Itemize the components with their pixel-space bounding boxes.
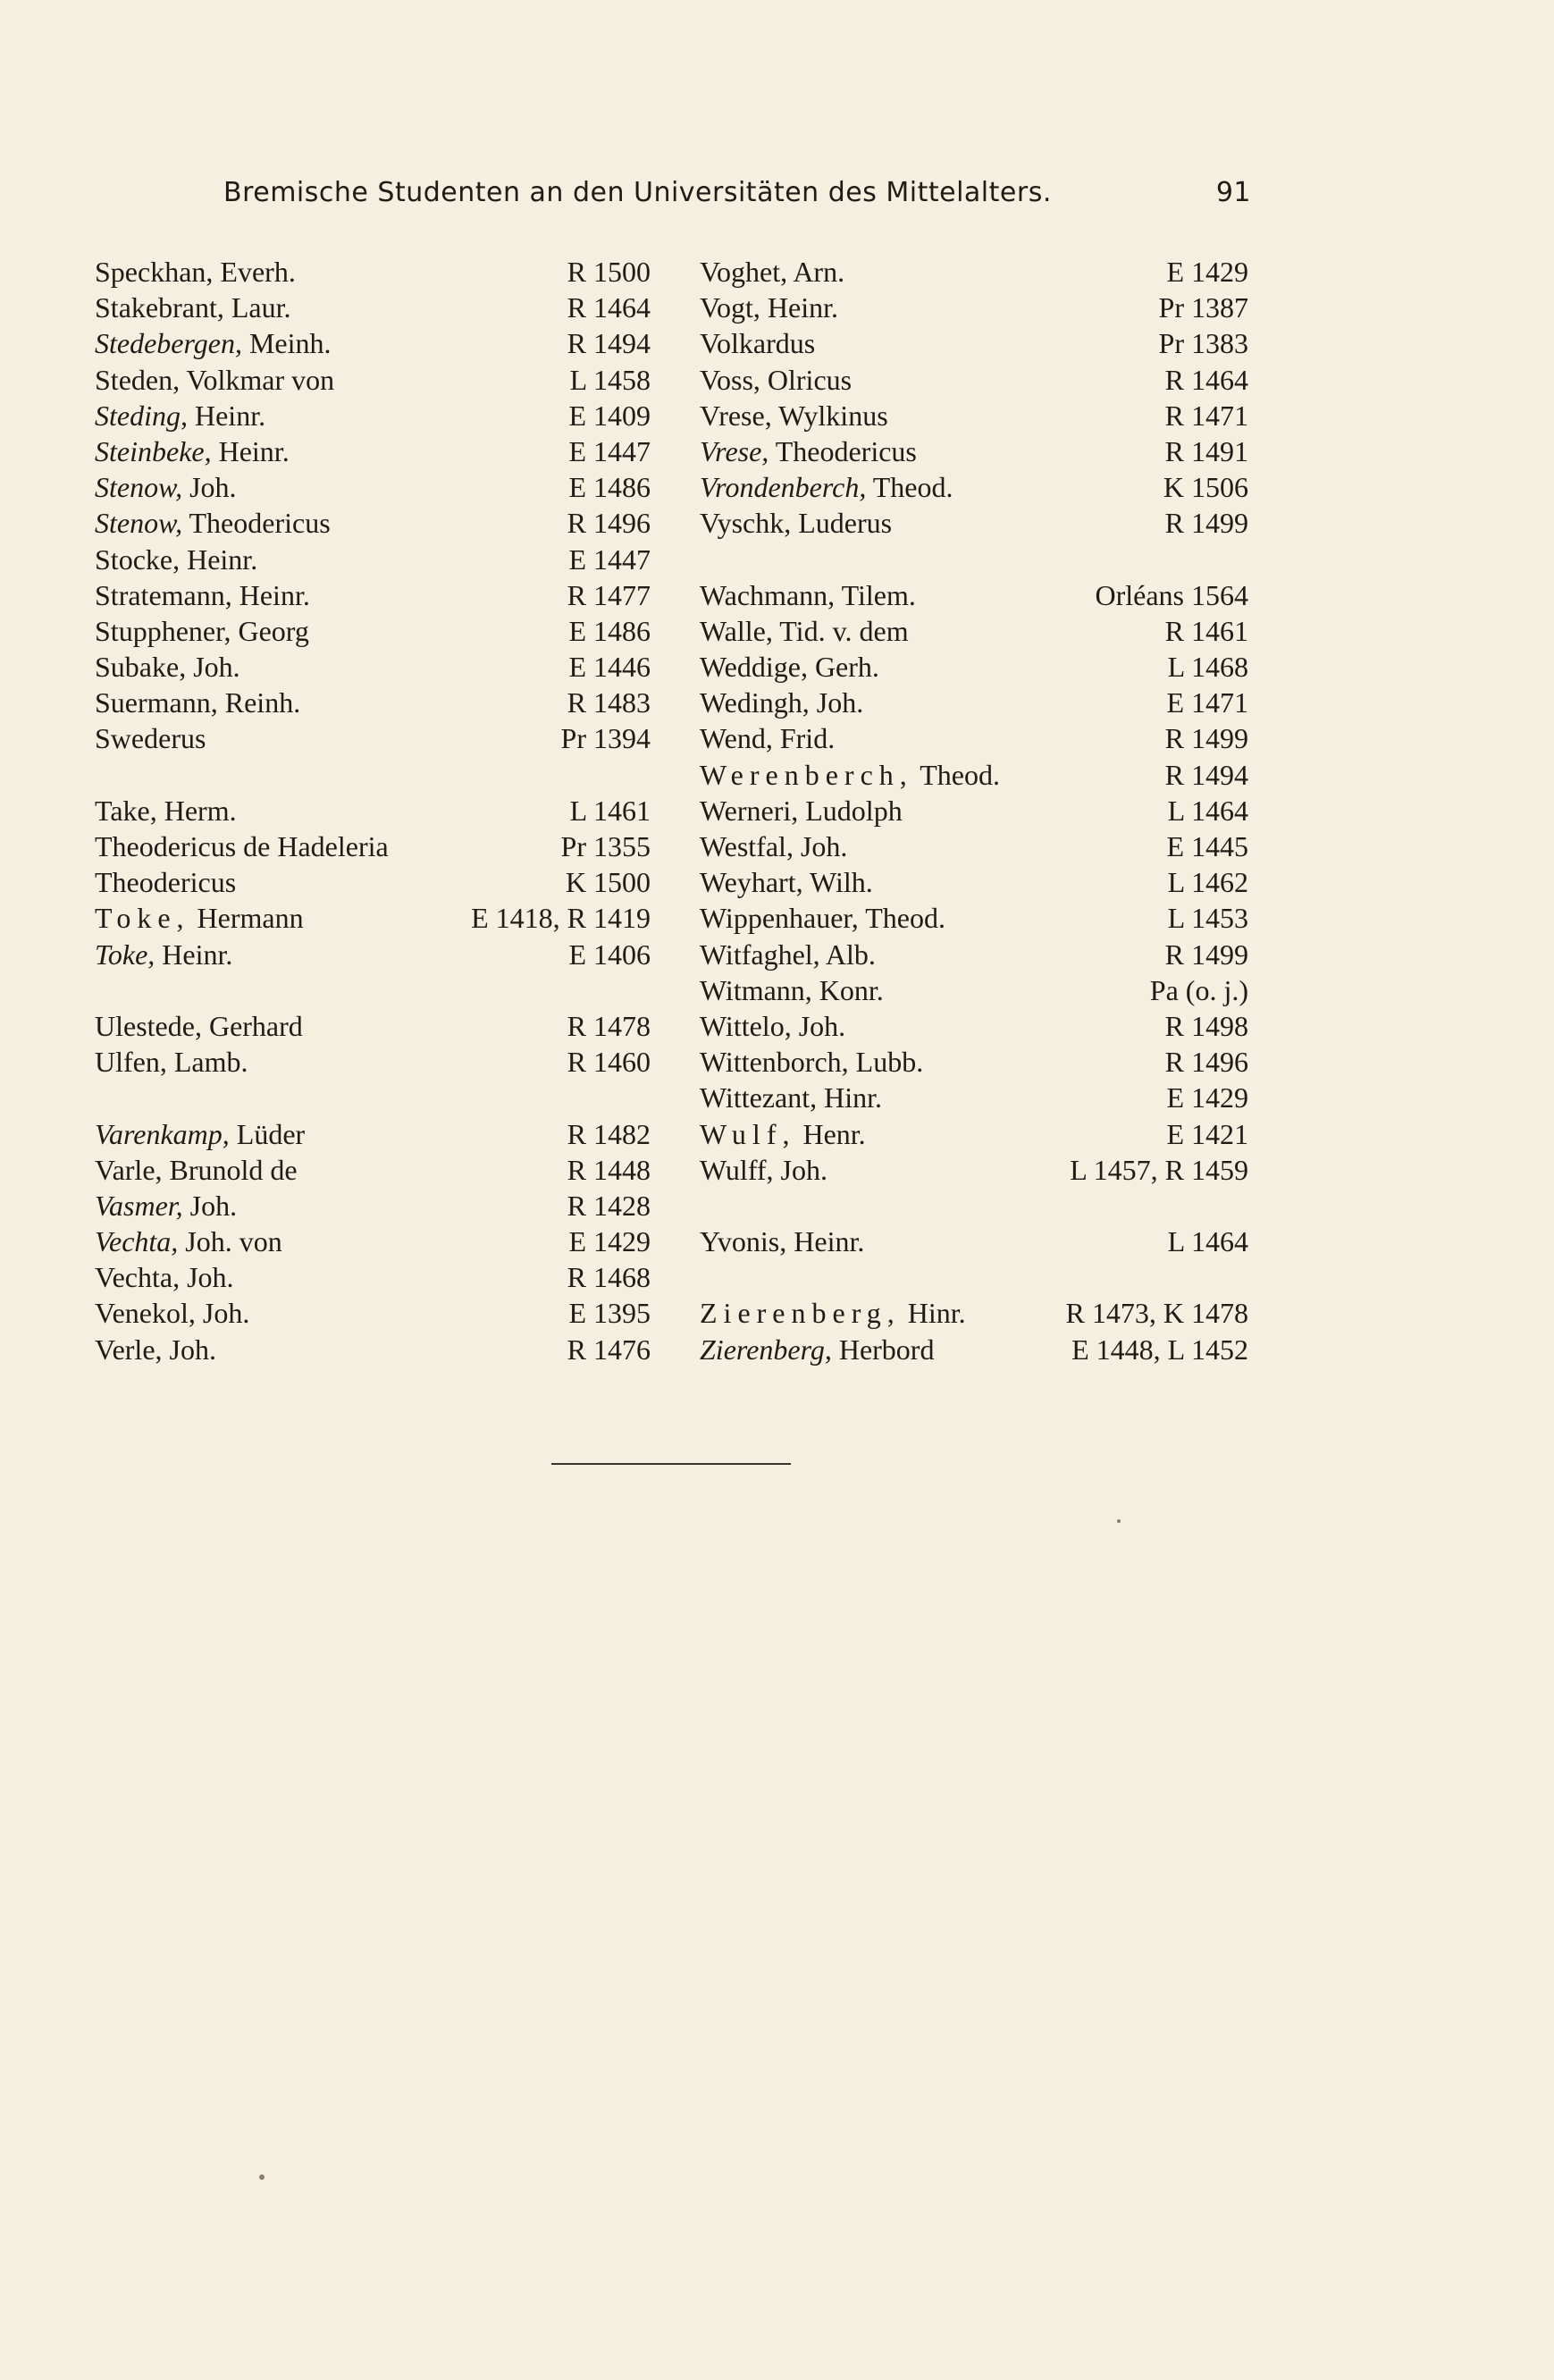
- paper-speck: [259, 2174, 265, 2180]
- entry-reference: R 1498: [1164, 1009, 1248, 1042]
- entry-name-text: Westfal, Joh.: [700, 830, 848, 862]
- entry-name-spaced: Wulf,: [700, 1117, 796, 1150]
- register-entry: [95, 649, 651, 685]
- register-entry: [700, 1080, 1248, 1115]
- entry-name-text: Suermann, Reinh.: [95, 686, 301, 719]
- register-entry: [95, 542, 651, 577]
- entry-name-text: Wulff, Joh.: [700, 1153, 827, 1186]
- entry-name-italic: Steding,: [95, 399, 188, 432]
- entry-name-rest: Hermann: [189, 902, 304, 935]
- entry-name-italic: Toke,: [95, 938, 155, 971]
- entry-name-text: Wittezant, Hinr.: [700, 1081, 882, 1114]
- register-entry: [95, 469, 651, 505]
- entry-name-rest: Henr.: [795, 1117, 866, 1150]
- entry-name: [700, 900, 945, 936]
- entry-name: [95, 505, 331, 541]
- entry-name-italic: Vasmer,: [95, 1189, 183, 1222]
- entry-name-rest: Lüder: [229, 1117, 306, 1150]
- register-entry: [700, 972, 1248, 1008]
- entry-name-italic: Stenow,: [95, 507, 183, 540]
- entry-name-text: Wend, Frid.: [700, 722, 836, 755]
- register-entry: [95, 1332, 651, 1367]
- register-entry: [700, 937, 1248, 972]
- entry-reference: K 1500: [565, 866, 651, 899]
- entry-name: [700, 1152, 827, 1188]
- entry-name: [700, 937, 876, 972]
- entry-reference: L 1458: [569, 363, 651, 396]
- entry-name-text: Stocke, Heinr.: [95, 542, 258, 576]
- register-entry: [95, 828, 651, 864]
- entry-name: [95, 1116, 305, 1152]
- entry-name: [95, 577, 310, 613]
- entry-name-text: Stakebrant, Laur.: [95, 291, 291, 324]
- entry-name: [700, 505, 892, 541]
- running-title: Bremische Studenten an den Universitäten des Mittelalters.: [223, 177, 1052, 208]
- register-entry: [95, 290, 651, 325]
- register-entry: [95, 1152, 651, 1188]
- entry-name: [700, 577, 916, 613]
- section-gap: [700, 1259, 1248, 1295]
- entry-name: [95, 325, 332, 361]
- section-gap: [700, 542, 1248, 577]
- register-entry: [700, 685, 1248, 720]
- register-entry: [95, 1116, 651, 1152]
- paper-speck: [1117, 1519, 1121, 1523]
- entry-name: [95, 469, 237, 505]
- entry-name: [95, 1044, 248, 1080]
- entry-name-rest: Theodericus: [182, 507, 331, 540]
- entry-name-rest: Theod.: [866, 471, 953, 504]
- register-entry: [700, 1295, 1248, 1331]
- entry-reference: R 1499: [1164, 507, 1248, 540]
- entry-name-text: Volkardus: [700, 327, 816, 360]
- register-entry: [700, 720, 1248, 756]
- entry-reference: Orléans 1564: [1095, 578, 1248, 611]
- register-entry: [95, 362, 651, 398]
- entry-reference: L 1453: [1167, 902, 1248, 935]
- entry-reference: L 1462: [1167, 866, 1248, 899]
- register-entry: [95, 325, 651, 361]
- entry-name-text: Vechta, Joh.: [95, 1261, 234, 1294]
- register-entry: [95, 720, 651, 756]
- section-gap: [95, 1080, 651, 1115]
- section-gap: [95, 757, 651, 793]
- entry-name-text: Walle, Tid. v. dem: [700, 614, 909, 647]
- entry-reference: L 1468: [1167, 651, 1248, 684]
- entry-name: [700, 757, 1000, 793]
- entry-name-text: Wedingh, Joh.: [700, 686, 864, 719]
- entry-name-italic: Varenkamp,: [95, 1117, 230, 1150]
- register-entry: [700, 1116, 1248, 1152]
- entry-reference: L 1464: [1167, 1225, 1248, 1258]
- entry-name: [95, 1332, 216, 1367]
- entry-reference: E 1445: [1166, 830, 1248, 862]
- entry-reference: L 1461: [569, 794, 651, 827]
- section-gap: [95, 972, 651, 1008]
- entry-name-text: Ulestede, Gerhard: [95, 1009, 303, 1042]
- entry-name-text: Vrese, Wylkinus: [700, 399, 888, 432]
- entry-name-italic: Vrondenberch,: [700, 471, 867, 504]
- entry-name: [700, 325, 815, 361]
- entry-name-text: Werneri, Ludolph: [700, 794, 903, 827]
- entry-name-rest: Herbord: [831, 1333, 935, 1366]
- entry-reference: R 1428: [567, 1189, 651, 1222]
- entry-name: [700, 864, 873, 900]
- entry-reference: R 1494: [1164, 758, 1248, 791]
- entry-name: [95, 398, 265, 433]
- entry-reference: R 1460: [567, 1046, 651, 1079]
- entry-name: [700, 433, 917, 469]
- register-entry: [700, 398, 1248, 433]
- entry-name-rest: Joh.: [182, 471, 237, 504]
- entry-name-text: Take, Herm.: [95, 794, 237, 827]
- entry-reference: E 1447: [568, 542, 651, 576]
- entry-name: [700, 1224, 864, 1259]
- entry-name-spaced: Zierenberg,: [700, 1297, 901, 1330]
- entry-name: [95, 613, 309, 649]
- entry-name-italic: Zierenberg,: [700, 1333, 832, 1366]
- entry-name: [95, 793, 237, 828]
- register-entry: [700, 1044, 1248, 1080]
- register-entry: [95, 254, 651, 290]
- register-entry: [700, 864, 1248, 900]
- entry-reference: R 1464: [567, 291, 651, 324]
- page-number: 91: [1215, 177, 1251, 208]
- register-entry: [700, 577, 1248, 613]
- entry-name-text: Speckhan, Everh.: [95, 256, 296, 288]
- entry-reference: R 1483: [567, 686, 651, 719]
- entry-reference: R 1464: [1164, 363, 1248, 396]
- entry-name: [700, 1080, 882, 1115]
- entry-name-italic: Vrese,: [700, 434, 769, 467]
- entry-reference: Pr 1383: [1158, 327, 1248, 360]
- entry-name-spaced: Toke,: [95, 902, 190, 935]
- entry-reference: R 1473, K 1478: [1065, 1297, 1248, 1330]
- entry-name-italic: Stenow,: [95, 471, 183, 504]
- entry-name-text: Varle, Brunold de: [95, 1153, 298, 1186]
- entry-reference: E 1486: [568, 614, 651, 647]
- left-column: [95, 254, 651, 1367]
- entry-reference: E 1406: [568, 938, 651, 971]
- entry-reference: E 1429: [568, 1225, 651, 1258]
- register-entry: [700, 1008, 1248, 1044]
- entry-name-text: Steden, Volkmar von: [95, 363, 335, 396]
- entry-name: [700, 1332, 934, 1367]
- entry-name-text: Theodericus: [95, 866, 237, 899]
- register-entry: [95, 685, 651, 720]
- entry-name-text: Wittenborch, Lubb.: [700, 1046, 924, 1079]
- entry-name: [95, 828, 389, 864]
- entry-name: [700, 649, 879, 685]
- entry-reference: R 1482: [567, 1117, 651, 1150]
- entry-name-text: Wippenhauer, Theod.: [700, 902, 945, 935]
- entry-name-text: Weddige, Gerh.: [700, 651, 879, 684]
- register-entry: [95, 864, 651, 900]
- entry-name-rest: Joh. von: [178, 1225, 282, 1258]
- entry-reference: Pa (o. j.): [1149, 973, 1248, 1006]
- register-entry: [95, 1295, 651, 1331]
- entry-reference: R 1500: [567, 256, 651, 288]
- entry-name: [700, 613, 909, 649]
- entry-name-italic: Steinbeke,: [95, 434, 212, 467]
- entry-name-text: Voghet, Arn.: [700, 256, 845, 288]
- entry-name: [95, 1295, 249, 1331]
- entry-name-rest: Hinr.: [900, 1297, 966, 1330]
- entry-reference: R 1499: [1164, 938, 1248, 971]
- register-entry: [700, 613, 1248, 649]
- entry-name: [700, 793, 903, 828]
- entry-name-text: Theodericus de Hadeleria: [95, 830, 389, 862]
- entry-reference: R 1494: [567, 327, 651, 360]
- entry-name-italic: Vechta,: [95, 1225, 179, 1258]
- entry-name-text: Witmann, Konr.: [700, 973, 884, 1006]
- entry-name: [700, 469, 953, 505]
- entry-reference: R 1448: [567, 1153, 651, 1186]
- entry-reference: R 1461: [1164, 614, 1248, 647]
- entry-name: [95, 685, 300, 720]
- entry-name-text: Verle, Joh.: [95, 1333, 216, 1366]
- register-entry: [700, 1332, 1248, 1367]
- entry-name-rest: Joh.: [182, 1189, 238, 1222]
- entry-name: [95, 1008, 303, 1044]
- end-rule: [551, 1463, 791, 1465]
- entry-name-text: Vogt, Heinr.: [700, 291, 838, 324]
- entry-name-text: Yvonis, Heinr.: [700, 1225, 865, 1258]
- entry-reference: R 1496: [1164, 1046, 1248, 1079]
- entry-name-rest: Heinr.: [187, 399, 266, 432]
- entry-name: [95, 720, 206, 756]
- register-entry: [700, 757, 1248, 793]
- entry-name-text: Swederus: [95, 722, 206, 755]
- entry-reference: E 1429: [1166, 1081, 1248, 1114]
- entry-name: [700, 720, 835, 756]
- register-entry: [700, 1152, 1248, 1188]
- entry-name-text: Venekol, Joh.: [95, 1297, 250, 1330]
- entry-name-rest: Meinh.: [241, 327, 332, 360]
- register-entry: [700, 793, 1248, 828]
- register-entry: [95, 577, 651, 613]
- register-entry: [95, 398, 651, 433]
- entry-reference: K 1506: [1163, 471, 1248, 504]
- register-entry: [95, 433, 651, 469]
- entry-name-text: Weyhart, Wilh.: [700, 866, 873, 899]
- entry-name-text: Voss, Olricus: [700, 363, 853, 396]
- entry-reference: R 1468: [567, 1261, 651, 1294]
- register-entry: [700, 469, 1248, 505]
- entry-name: [95, 290, 290, 325]
- entry-name: [95, 900, 304, 936]
- entry-reference: E 1409: [568, 399, 651, 432]
- entry-name: [95, 1188, 237, 1224]
- section-gap: [700, 1188, 1248, 1224]
- entry-name-text: Vyschk, Luderus: [700, 507, 893, 540]
- entry-reference: Pr 1387: [1158, 291, 1248, 324]
- entry-name: [700, 685, 863, 720]
- entry-name: [95, 433, 290, 469]
- entry-name-text: Wachmann, Tilem.: [700, 578, 916, 611]
- entry-reference: L 1464: [1167, 794, 1248, 827]
- entry-name: [95, 864, 236, 900]
- entry-reference: E 1418, R 1419: [471, 902, 651, 935]
- register-entry: [95, 1259, 651, 1295]
- register-entry: [95, 1008, 651, 1044]
- register-entry: [95, 937, 651, 972]
- entry-reference: R 1499: [1164, 722, 1248, 755]
- entry-name-rest: Theodericus: [769, 434, 917, 467]
- entry-name-text: Witfaghel, Alb.: [700, 938, 876, 971]
- entry-name: [700, 398, 888, 433]
- register-entry: [95, 1044, 651, 1080]
- entry-reference: E 1429: [1166, 256, 1248, 288]
- entry-name-text: Stupphener, Georg: [95, 614, 309, 647]
- entry-name: [700, 254, 844, 290]
- entry-name: [95, 937, 232, 972]
- entry-reference: E 1486: [568, 471, 651, 504]
- register-entry: [95, 1224, 651, 1259]
- entry-name-rest: Heinr.: [155, 938, 233, 971]
- entry-reference: E 1471: [1166, 686, 1248, 719]
- entry-reference: E 1446: [568, 651, 651, 684]
- entry-name-italic: Stedebergen,: [95, 327, 242, 360]
- entry-name: [95, 254, 296, 290]
- register-entry: [700, 254, 1248, 290]
- entry-name: [700, 362, 852, 398]
- entry-reference: R 1496: [567, 507, 651, 540]
- entry-name-text: Wittelo, Joh.: [700, 1009, 846, 1042]
- register-entry: [95, 900, 651, 936]
- entry-name: [95, 1152, 298, 1188]
- entry-reference: R 1471: [1164, 399, 1248, 432]
- register-entry: [95, 505, 651, 541]
- register-entry: [700, 433, 1248, 469]
- entry-name: [95, 1224, 282, 1259]
- entry-name: [95, 1259, 234, 1295]
- entry-name-rest: Theod.: [912, 758, 1000, 791]
- right-column: [700, 254, 1248, 1367]
- entry-name-text: Subake, Joh.: [95, 651, 240, 684]
- entry-name-text: Ulfen, Lamb.: [95, 1046, 248, 1079]
- entry-reference: Pr 1355: [560, 830, 651, 862]
- entry-reference: R 1478: [567, 1009, 651, 1042]
- entry-name-spaced: Werenberch,: [700, 758, 913, 791]
- entry-name: [700, 1116, 866, 1152]
- entry-reference: L 1457, R 1459: [1070, 1153, 1248, 1186]
- register-entry: [95, 1188, 651, 1224]
- entry-name-text: Stratemann, Heinr.: [95, 578, 310, 611]
- entry-reference: E 1395: [568, 1297, 651, 1330]
- entry-reference: E 1448, L 1452: [1071, 1333, 1248, 1366]
- entry-name-rest: Heinr.: [211, 434, 290, 467]
- register-entry: [700, 900, 1248, 936]
- entry-name: [700, 1044, 923, 1080]
- entry-name: [95, 362, 334, 398]
- register-entry: [700, 362, 1248, 398]
- entry-reference: R 1476: [567, 1333, 651, 1366]
- register-entry: [700, 325, 1248, 361]
- entry-name: [700, 972, 884, 1008]
- entry-name: [95, 542, 257, 577]
- entry-name: [700, 1008, 845, 1044]
- entry-reference: R 1477: [567, 578, 651, 611]
- entry-reference: E 1447: [568, 434, 651, 467]
- register-entry: [95, 613, 651, 649]
- register-entry: [700, 649, 1248, 685]
- register-entry: [700, 290, 1248, 325]
- entry-reference: E 1421: [1166, 1117, 1248, 1150]
- register-entry: [700, 505, 1248, 541]
- entry-name: [700, 290, 838, 325]
- register-entry: [700, 1224, 1248, 1259]
- entry-name: [700, 828, 847, 864]
- entry-reference: Pr 1394: [560, 722, 651, 755]
- register-entry: [700, 828, 1248, 864]
- page-header: [223, 177, 1251, 218]
- entry-name: [700, 1295, 966, 1331]
- entry-reference: R 1491: [1164, 434, 1248, 467]
- register-entry: [95, 793, 651, 828]
- entry-name: [95, 649, 240, 685]
